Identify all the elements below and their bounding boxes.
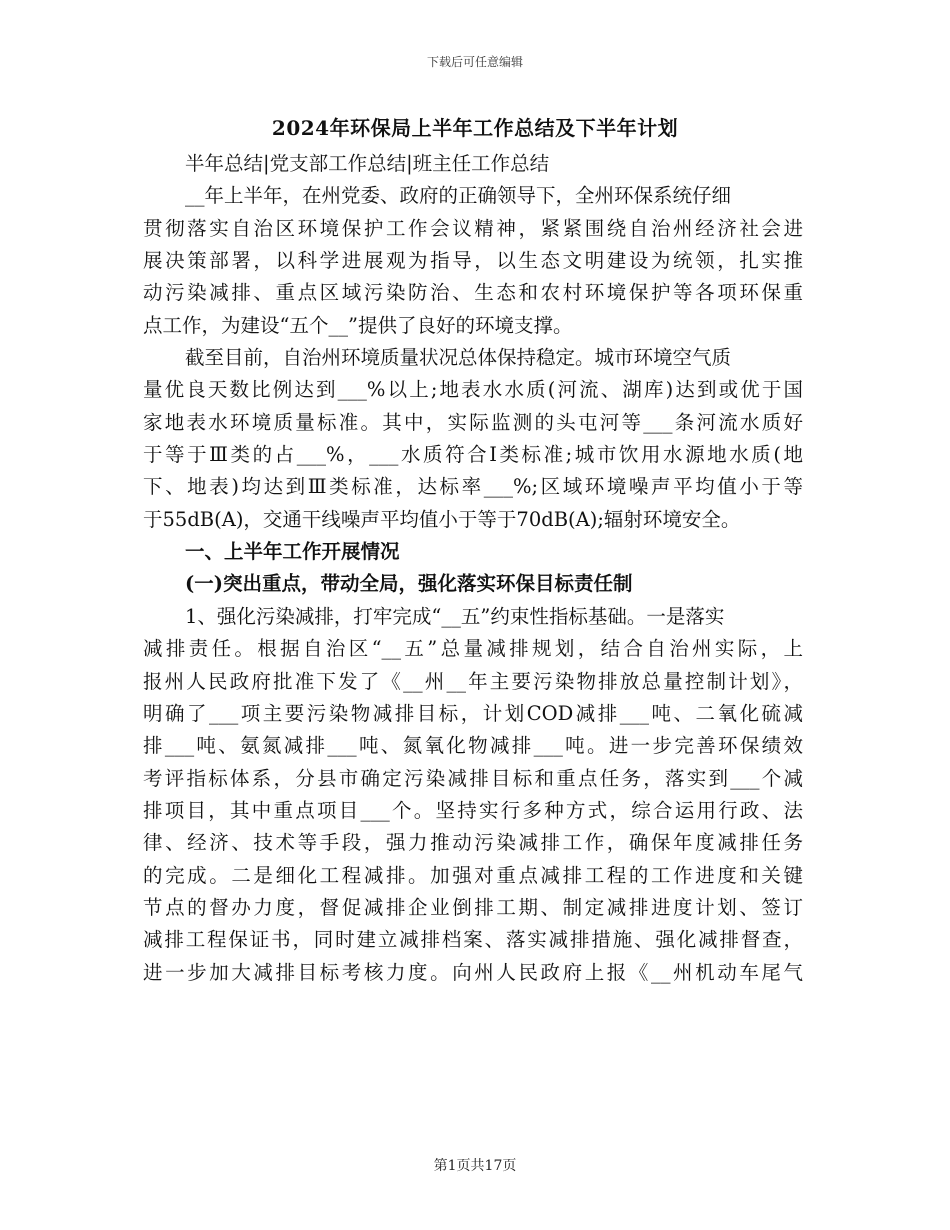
body-line: 于55dB(A)，交通干线噪声平均值小于等于70dB(A);辐射环境安全。 [143, 507, 741, 531]
section-heading: 一、上半年工作开展情况 [185, 540, 400, 564]
body-line: 明确了___项主要污染物减排目标，计划COD减排___吨、二氧化硫减 [143, 701, 803, 725]
subsection-heading: (一)突出重点，带动全局，强化落实环保目标责任制 [185, 572, 633, 596]
body-line: 的完成。二是细化工程减排。加强对重点减排工程的工作进度和关键 [143, 863, 803, 887]
body-line: 点工作，为建设“五个__”提供了良好的环境支撑。 [143, 313, 573, 337]
page-number: 第1页共17页 [433, 1158, 517, 1174]
body-line: 排项目，其中重点项目___个。坚持实行多种方式，综合运用行政、法 [143, 798, 803, 822]
document-body [143, 148, 803, 989]
body-line: 下、地表)均达到Ⅲ类标准，达标率___%;区域环境噪声平均值小于等 [143, 475, 803, 499]
document-title: 2024年环保局上半年工作总结及下半年计划 [271, 116, 679, 140]
body-line: 报州人民政府批准下发了《__州__年主要污染物排放总量控制计划》， [143, 669, 803, 693]
body-line: 减排工程保证书，同时建立减排档案、落实减排措施、强化减排督查， [143, 928, 803, 952]
body-line: 考评指标体系，分县市确定污染减排目标和重点任务，落实到___个减 [143, 766, 803, 790]
body-line: 动污染减排、重点区域污染防治、生态和农村环境保护等各项环保重 [143, 281, 803, 305]
body-line: 量优良天数比例达到___%以上;地表水水质(河流、湖库)达到或优于国 [143, 378, 803, 402]
body-line: 家地表水环境质量标准。其中，实际监测的头屯河等___条河流水质好 [143, 410, 803, 434]
page-header-note: 下载后可任意编辑 [426, 55, 523, 69]
body-line: 律、经济、技术等手段，强力推动污染减排工作，确保年度减排任务 [143, 831, 803, 855]
body-line: 进一步加大减排目标考核力度。向州人民政府上报《__州机动车尾气 [143, 960, 803, 984]
document-subtitle: 半年总结|党支部工作总结|班主任工作总结 [185, 152, 550, 175]
body-line: 1、强化污染减排，打牢完成“__五”约束性指标基础。一是落实 [185, 604, 725, 628]
body-line: 排___吨、氨氮减排___吨、氮氧化物减排___吨。进一步完善环保绩效 [143, 734, 803, 758]
body-line: 节点的督办力度，督促减排企业倒排工期、制定减排进度计划、签订 [143, 895, 803, 919]
body-line: __年上半年，在州党委、政府的正确领导下，全州环保系统仔细 [185, 184, 732, 208]
body-line: 贯彻落实自治区环境保护工作会议精神，紧紧围绕自治州经济社会进 [143, 216, 803, 240]
body-line: 展决策部署，以科学进展观为指导，以生态文明建设为统领，扎实推 [143, 249, 803, 273]
body-line: 减排责任。根据自治区“__五”总量减排规划，结合自治州实际，上 [143, 637, 803, 661]
body-line: 截至目前，自治州环境质量状况总体保持稳定。城市环境空气质 [185, 346, 732, 370]
body-line: 于等于Ⅲ类的占___%，___水质符合Ⅰ类标准;城市饮用水源地水质(地 [143, 443, 803, 467]
